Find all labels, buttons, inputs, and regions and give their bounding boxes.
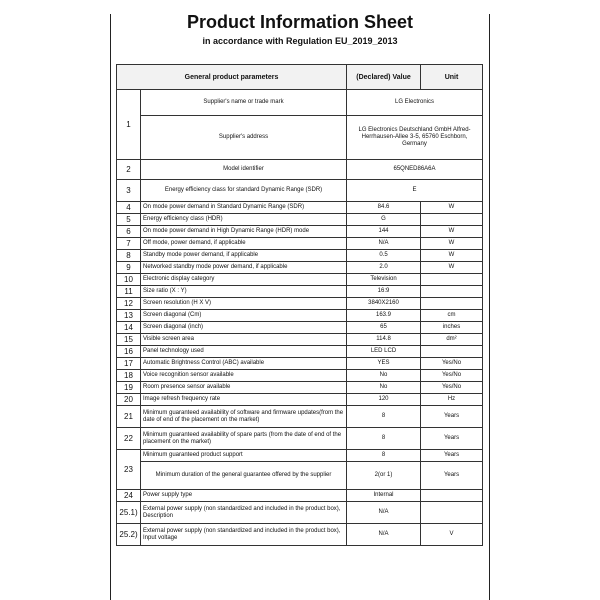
row-parameter: On mode power demand in High Dynamic Range (HDR) mode	[141, 226, 347, 238]
row-value: No	[347, 382, 421, 394]
table-row	[117, 406, 483, 428]
row-parameter: Standby mode power demand, if applicable	[141, 250, 347, 262]
row-number: 17	[117, 358, 141, 370]
table-row	[117, 346, 483, 358]
row-unit: Hz	[421, 394, 483, 406]
row-value: 8	[347, 406, 421, 428]
row-value: Television	[347, 274, 421, 286]
row-unit	[421, 298, 483, 310]
header-unit: Unit	[421, 65, 483, 90]
table-row	[117, 334, 483, 346]
row-parameter: Automatic Brightness Control (ABC) available	[141, 358, 347, 370]
row-parameter: Networked standby mode power demand, if applicable	[141, 262, 347, 274]
row-number: 21	[117, 406, 141, 428]
row-number: 5	[117, 214, 141, 226]
table-row	[117, 160, 483, 180]
row-parameter: Voice recognition sensor available	[141, 370, 347, 382]
row-parameter: Minimum guaranteed product support	[141, 450, 347, 462]
row-value: G	[347, 214, 421, 226]
table-row	[117, 394, 483, 406]
row-value: 120	[347, 394, 421, 406]
row-value: E	[347, 180, 483, 202]
row-number: 3	[117, 180, 141, 202]
row-value: 163.9	[347, 310, 421, 322]
table-row	[117, 116, 483, 160]
row-parameter: Screen diagonal (inch)	[141, 322, 347, 334]
row-value: N/A	[347, 502, 421, 524]
row-parameter: Minimum guaranteed availability of spare parts (from the date of end of the placement on the market)	[141, 428, 347, 450]
row-unit	[421, 214, 483, 226]
row-unit: V	[421, 524, 483, 546]
sheet-title: Product Information Sheet	[186, 12, 413, 32]
row-unit: inches	[421, 322, 483, 334]
row-unit: W	[421, 226, 483, 238]
row-number: 20	[117, 394, 141, 406]
product-info-table	[116, 64, 483, 546]
row-unit: cm	[421, 310, 483, 322]
row-number: 12	[117, 298, 141, 310]
table-row	[117, 262, 483, 274]
row-value: N/A	[347, 238, 421, 250]
row-value: 0.5	[347, 250, 421, 262]
row-value: LED LCD	[347, 346, 421, 358]
row-unit	[421, 286, 483, 298]
row-value: 2.0	[347, 262, 421, 274]
row-unit: Years	[421, 462, 483, 490]
row-number: 1	[117, 90, 141, 160]
table-row	[117, 180, 483, 202]
row-number: 6	[117, 226, 141, 238]
row-number: 8	[117, 250, 141, 262]
row-parameter: Energy efficiency class (HDR)	[141, 214, 347, 226]
row-parameter: Energy efficiency class for standard Dynamic Range (SDR)	[141, 180, 347, 202]
sheet-subtitle: in accordance with Regulation EU_2019_2013	[202, 36, 398, 46]
row-number: 4	[117, 202, 141, 214]
header-param: General product parameters	[117, 65, 347, 90]
row-parameter: External power supply (non standardized and included in the product box), Description	[141, 502, 347, 524]
row-value: 84.6	[347, 202, 421, 214]
row-number: 25.1)	[117, 502, 141, 524]
row-unit: Yes/No	[421, 382, 483, 394]
row-parameter: Model identifier	[141, 160, 347, 180]
table-row	[117, 462, 483, 490]
table-header-row	[117, 65, 483, 90]
table-row	[117, 90, 483, 116]
left-margin-line	[110, 14, 111, 600]
row-parameter: Image refresh frequency rate	[141, 394, 347, 406]
row-value: 144	[347, 226, 421, 238]
row-parameter: Size ratio (X : Y)	[141, 286, 347, 298]
row-number: 10	[117, 274, 141, 286]
row-parameter: Screen diagonal (Cm)	[141, 310, 347, 322]
row-number: 9	[117, 262, 141, 274]
row-parameter: Visible screen area	[141, 334, 347, 346]
row-number: 15	[117, 334, 141, 346]
row-value: 114.8	[347, 334, 421, 346]
row-value: 8	[347, 450, 421, 462]
row-number: 24	[117, 490, 141, 502]
row-unit: Years	[421, 406, 483, 428]
table-row	[117, 274, 483, 286]
row-unit: dm²	[421, 334, 483, 346]
row-value: 16:9	[347, 286, 421, 298]
row-number: 7	[117, 238, 141, 250]
table-row	[117, 310, 483, 322]
row-number: 22	[117, 428, 141, 450]
row-unit	[421, 490, 483, 502]
row-value: 8	[347, 428, 421, 450]
row-number: 18	[117, 370, 141, 382]
row-value: YES	[347, 358, 421, 370]
table-row	[117, 298, 483, 310]
row-unit	[421, 502, 483, 524]
row-value: LG Electronics	[347, 90, 483, 116]
row-parameter: External power supply (non standardized and included in the product box), Input voltage	[141, 524, 347, 546]
row-unit: W	[421, 202, 483, 214]
table-row	[117, 286, 483, 298]
table-row	[117, 524, 483, 546]
row-number: 14	[117, 322, 141, 334]
row-unit: Years	[421, 428, 483, 450]
row-unit: Yes/No	[421, 358, 483, 370]
row-unit	[421, 346, 483, 358]
row-unit	[421, 274, 483, 286]
table-row	[117, 358, 483, 370]
table-row	[117, 370, 483, 382]
row-unit: W	[421, 250, 483, 262]
row-parameter: Electronic display category	[141, 274, 347, 286]
row-unit: W	[421, 262, 483, 274]
row-parameter: Minimum guaranteed availability of software and firmware updates(from the date of end of the placement on the market)	[141, 406, 347, 428]
right-margin-line	[489, 14, 490, 600]
row-number: 23	[117, 450, 141, 490]
table-row	[117, 238, 483, 250]
table-row	[117, 250, 483, 262]
row-number: 2	[117, 160, 141, 180]
row-value: No	[347, 370, 421, 382]
table-row	[117, 382, 483, 394]
row-unit: W	[421, 238, 483, 250]
row-number: 13	[117, 310, 141, 322]
row-number: 19	[117, 382, 141, 394]
row-number: 16	[117, 346, 141, 358]
row-parameter: Panel technology used	[141, 346, 347, 358]
row-value: 2(or 1)	[347, 462, 421, 490]
row-parameter: Power supply type	[141, 490, 347, 502]
row-value: LG Electronics Deutschland GmbH Alfred-Herrhausen-Allee 3-5, 65760 Eschborn, Germany	[347, 116, 483, 160]
table-row	[117, 202, 483, 214]
row-unit: Yes/No	[421, 370, 483, 382]
row-number: 11	[117, 286, 141, 298]
table-row	[117, 322, 483, 334]
table-row	[117, 502, 483, 524]
row-number: 25.2)	[117, 524, 141, 546]
row-parameter: On mode power demand in Standard Dynamic Range (SDR)	[141, 202, 347, 214]
header-declared-value: (Declared) Value	[347, 65, 421, 90]
table-row	[117, 226, 483, 238]
row-value: 3840X2160	[347, 298, 421, 310]
row-parameter: Off mode, power demand, if applicable	[141, 238, 347, 250]
row-value: Internal	[347, 490, 421, 502]
table-row	[117, 214, 483, 226]
row-parameter: Minimum duration of the general guarantee offered by the supplier	[141, 462, 347, 490]
row-unit: Years	[421, 450, 483, 462]
row-parameter: Screen resolution (H X V)	[141, 298, 347, 310]
table-row	[117, 490, 483, 502]
row-value: 65QNED86A6A	[347, 160, 483, 180]
row-value: 65	[347, 322, 421, 334]
row-parameter: Supplier's name or trade mark	[141, 90, 347, 116]
row-parameter: Supplier's address	[141, 116, 347, 160]
table-row	[117, 450, 483, 462]
table-row	[117, 428, 483, 450]
row-parameter: Room presence sensor available	[141, 382, 347, 394]
row-value: N/A	[347, 524, 421, 546]
